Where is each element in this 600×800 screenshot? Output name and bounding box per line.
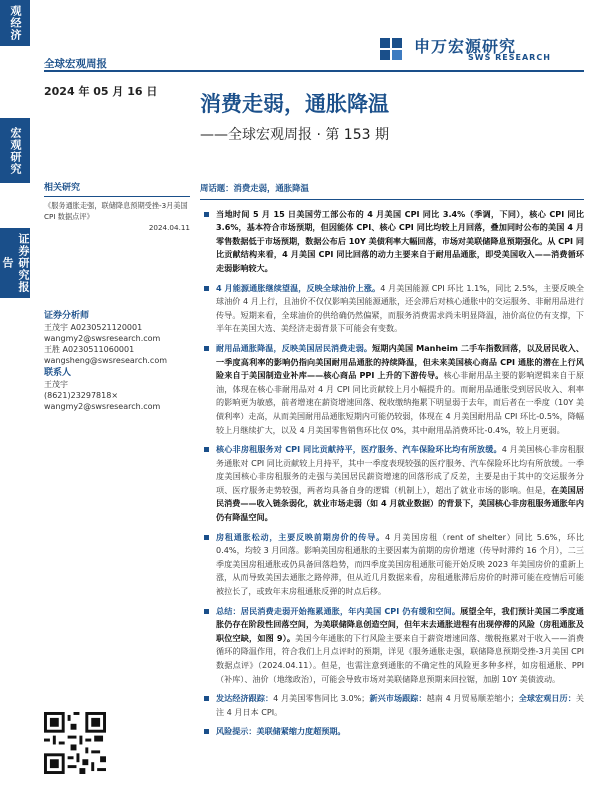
summary-heading: 总结：居民消费走弱开始拖累通胀，年内美国 CPI 仍有缓和空间。 [216, 605, 461, 616]
developed-tracking-heading: 发达经济跟踪： [216, 693, 274, 704]
sidebar-tag-macro-research: 宏观研究 [0, 118, 30, 183]
main-content [200, 182, 584, 739]
rent-text: 4 月美国房租（rent of shelter）同比 5.6%，环比 0.4%，均较 3 月回落。影响美国房租通胀的主要因素为前期的房价增速（传导时滞约 16 个月），二三季度美国房租通胀或仍具备回落趋势，而四季度美国房租通胀可能开始反映 2023 年美国房价的重新上涨，从而导致美国去通胀之路停滞，但从近几月数据来看，房租通胀滞后房价的时滞可能在疫情后可能被拉长了，或致年末房租通胀反弹的时点后移。 [216, 531, 584, 597]
related-divider [44, 196, 190, 197]
qr-code-icon[interactable] [44, 712, 106, 774]
related-research-heading: 相关研究 [44, 183, 81, 193]
calendar-text: 关注 4 月日本 CPI。 [216, 693, 584, 717]
paragraph-risk [200, 725, 584, 739]
report-date: 2024 年 05 月 16 日 [44, 85, 158, 98]
contact-1-name: 王茂宇 [44, 380, 68, 389]
paragraph-summary [200, 605, 584, 687]
contact-1-phone: (8621)23297818× [44, 391, 119, 400]
risk-text: 美联储紧缩力度超预期。 [256, 726, 346, 737]
services-bold: 在美国居民消费——收入链条弱化，就业市场走弱（如 4 月就业数据）的背景下，美国核心非房租服务通胀年内仍有降温空间。 [216, 484, 584, 523]
paragraph-overview [200, 208, 584, 276]
related-research [44, 180, 190, 232]
services-heading: 核心非房租服务对 CPI 同比贡献持平，医疗服务、汽车保险环比均有所放缓。 [216, 444, 502, 455]
analyst-2-email[interactable]: wangsheng@swsresearch.com [44, 356, 168, 365]
related-item-date: 2024.04.11 [148, 223, 190, 232]
energy-text: 4 月美国能源 CPI 环比 1.1%，同比 2.5%，主要反映全球油价 4 月上行，且油价不仅仅影响美国能源通胀，还会滞后对核心通胀中的交运服务、非耐用品进行传导。短期来看，全球油价的供给确仍然偏紧，而服务消费需求尚未明显降温，油价高位仍有支撑，下半年在美国大选、美经济走弱背景下可能会有变数。 [216, 282, 584, 334]
weekly-topic-heading: 周话题：消费走弱，通胀降温 [200, 182, 584, 200]
summary-bold: 展望全年，我们预计美国二季度通胀仍存在阶段性回落空间，为美联储降息创造空间，但年末去通胀进程有出现停滞的风险（房租通胀及职位空缺，如图 9）。 [216, 605, 584, 643]
durables-text: 核心非耐用品主要的影响逻辑来自于原油，体现在核心非耐用品对 4 月 CPI 同比贡献较上月小幅提升的。而耐用品通胀受到居民收入、利率的影响更为敏感，前者增速在薪资增速回落、税收缴纳拖累下明显弱于去年，而后者在一季度（10Y 美债利率）走高，从而美国耐用品通胀短期内可能仍较弱，体现在 4 月美国耐用品 CPI 环比-0.5%，降幅较上月继续扩大，以及 4 月美国零售销售环比仅 0%，其中耐用品消费环比-0.4%，较上月更弱。 [216, 370, 584, 435]
report-series: 全球宏观周报 [44, 58, 107, 70]
company-logo-subtext: SWS RESEARCH [468, 53, 551, 62]
analyst-1-name: 王茂宇 A0230521120001 [44, 323, 143, 332]
analysts-block [44, 309, 190, 412]
company-logo-text: 申万宏源研究 [414, 37, 517, 56]
analyst-2-name: 王胜 A0230511060001 [44, 345, 135, 354]
developed-tracking-text: 4 月美国零售同比 3.0%； [273, 693, 370, 704]
left-sidebar [0, 0, 30, 800]
calendar-heading: 全球宏观日历： [518, 693, 576, 704]
summary-text: 美国今年通胀的下行风险主要来自于薪资增速回落、缴税拖累对于收入——消费循环的降温作用，符合我们上月点评时的预期，详见《服务通胀走强，联储降息预期受挫-3月美国 CPI 数据点评》（2024.04.11）。但是，也需注意到通胀的不确定性的风险更多种多样，如房租通胀、PPI（补库）、油价（地缘政治），可能会导致市场对美联储降息预期来回拉锯，加剧 10Y 美债波动。 [216, 632, 584, 684]
contact-role: 联系人 [44, 368, 72, 378]
related-item[interactable]: 《服务通胀走强，联储降息预期受挫-3月美国 CPI 数据点评》 [44, 201, 188, 221]
risk-heading: 风险提示： [216, 726, 257, 737]
report-subtitle: ——全球宏观周报 · 第 153 期 [200, 127, 389, 143]
paragraph-durables [200, 342, 584, 437]
sidebar-tag-macro-economy: 观经济 [0, 0, 30, 46]
contact-1-email[interactable]: wangmy2@swsresearch.com [44, 402, 161, 411]
emerging-tracking-heading: 新兴市场跟踪： [369, 693, 427, 704]
report-title: 消费走弱，通胀降温 [200, 92, 389, 116]
overview-text: 当地时间 5 月 15 日美国劳工部公布的 4 月美国 CPI 同比 3.4%（季调，下同），核心 CPI 同比 3.6%，基本符合市场预期，但因能体 CPI、核心 CPI 同比均较上月回落，叠加同时公布的美国 4 月零售数据低于市场预期，数据公布后 10Y 美债利率大幅回落，市场对美联储降息预期强化。从 CPI 同比贡献结构来看，4 月美国 CPI 同比回落的动力主要来自于耐用品通胀，即受美国收入——消费循环走弱影响较大。 [216, 208, 584, 273]
paragraph-tracking [200, 692, 584, 719]
paragraph-energy [200, 282, 584, 336]
emerging-tracking-text: 越南 4 月贸易顺差缩小； [426, 693, 519, 704]
services-text: 4 月美国核心非房租服务通胀对 CPI 同比贡献较上月持平，其中一季度表现较强的医疗服务、汽车保险环比均有所放缓。一季度美国核心非房租服务的走强与美国居民薪资增速的回落形成了反差，主要是由于其中的交运服务分项、医疗服务走势较强，两者均具备自身的逻辑（机制上），超出了就业市场的影响。但是， [216, 444, 584, 495]
durables-heading: 耐用品通胀降温，反映美国居民消费走弱。 [216, 342, 373, 353]
analyst-role: 证券分析师 [44, 311, 90, 321]
sidebar-tag-securities-report: 证券研究报告 [0, 228, 30, 298]
header-divider [44, 70, 584, 72]
paragraph-rent [200, 531, 584, 599]
durables-bold: 短期内美国 Manheim 二手车指数回落，以及居民收入、一季度高利率的影响仍指向美国耐用品通胀的持续降温，但未来美国核心商品 CPI 通胀的潜在上行风险来自于美国制造业补库——核心商品 PPI 上升的下游传导。 [216, 342, 584, 381]
paragraph-services [200, 443, 584, 525]
analyst-1-email[interactable]: wangmy2@swsresearch.com [44, 334, 161, 343]
energy-heading: 4 月能源通胀继续望温，反映全球油价上涨。 [216, 282, 381, 293]
rent-heading: 房租通胀松动，主要反映前期房价的传导。 [216, 531, 385, 542]
